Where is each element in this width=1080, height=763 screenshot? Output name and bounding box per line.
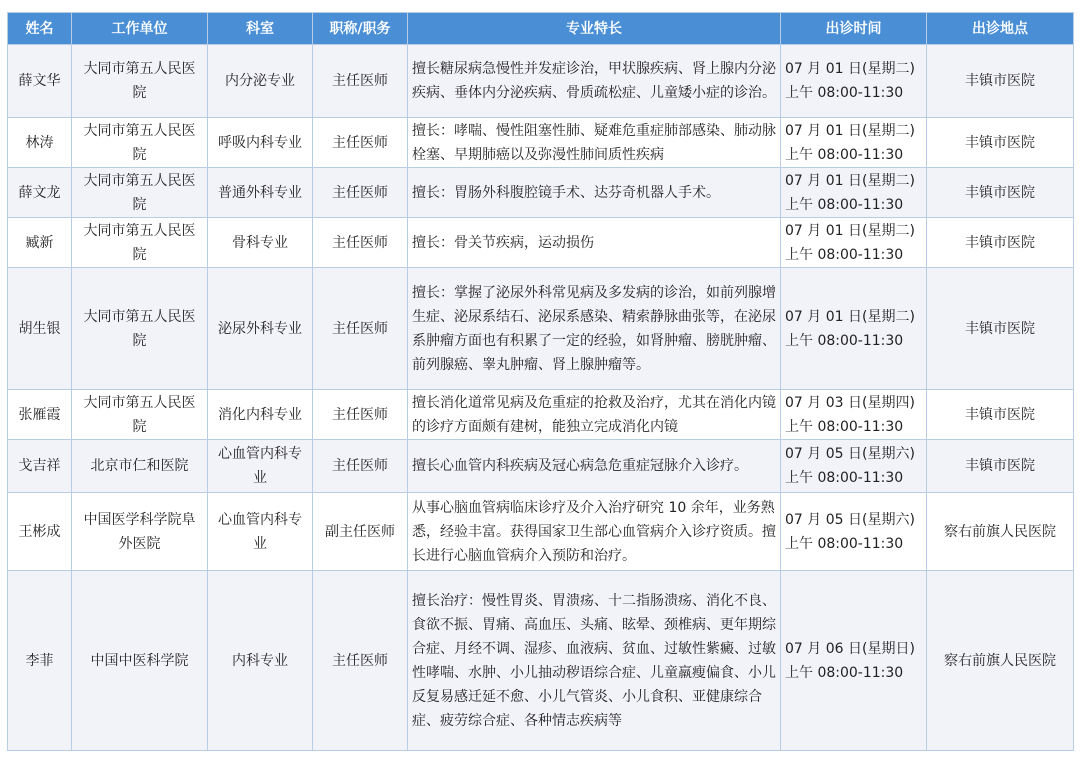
visit-hours: 上午 08:00-11:30 <box>785 146 904 163</box>
cell-title: 主任医师 <box>313 118 408 168</box>
cell-spec: 擅长消化道常见病及危重症的抢救及治疗，尤其在消化内镜的诊疗方面颇有建树，能独立完成消化内镜 <box>408 390 781 440</box>
cell-place: 丰镇市医院 <box>927 118 1074 168</box>
table-row <box>8 390 1074 440</box>
cell-dept: 消化内科专业 <box>208 390 313 440</box>
cell-unit: 大同市第五人民医院 <box>72 168 208 218</box>
cell-name: 王彬成 <box>8 493 72 571</box>
cell-name: 林涛 <box>8 118 72 168</box>
cell-time <box>781 45 927 118</box>
header-time: 出诊时间 <box>781 13 927 45</box>
visit-hours: 上午 08:00-11:30 <box>785 664 904 681</box>
visit-date: 07 月 03 日(星期四) <box>785 394 915 411</box>
visit-hours: 上午 08:00-11:30 <box>785 332 904 349</box>
cell-time <box>781 390 927 440</box>
header-spec: 专业特长 <box>408 13 781 45</box>
visit-hours: 上午 08:00-11:30 <box>785 246 904 263</box>
cell-spec: 从事心脑血管病临床诊疗及介入治疗研究 10 余年，业务熟悉，经验丰富。获得国家卫生部心血管病介入诊疗资质。擅长进行心脑血管病介入预防和治疗。 <box>408 493 781 571</box>
cell-time <box>781 268 927 390</box>
cell-name: 胡生银 <box>8 268 72 390</box>
header-name: 姓名 <box>8 13 72 45</box>
cell-time <box>781 493 927 571</box>
cell-unit: 中国医学科学院阜外医院 <box>72 493 208 571</box>
cell-unit: 大同市第五人民医院 <box>72 118 208 168</box>
cell-time <box>781 118 927 168</box>
table-row <box>8 218 1074 268</box>
cell-dept: 呼吸内科专业 <box>208 118 313 168</box>
cell-unit: 大同市第五人民医院 <box>72 45 208 118</box>
doctor-schedule-table <box>7 12 1074 751</box>
cell-dept: 骨科专业 <box>208 218 313 268</box>
visit-date: 07 月 01 日(星期二) <box>785 222 915 239</box>
header-title: 职称/职务 <box>313 13 408 45</box>
cell-time <box>781 440 927 493</box>
header-place: 出诊地点 <box>927 13 1074 45</box>
cell-dept: 心血管内科专业 <box>208 440 313 493</box>
visit-hours: 上午 08:00-11:30 <box>785 85 904 101</box>
cell-time <box>781 168 927 218</box>
cell-place: 丰镇市医院 <box>927 218 1074 268</box>
cell-unit: 大同市第五人民医院 <box>72 390 208 440</box>
cell-place: 丰镇市医院 <box>927 45 1074 118</box>
visit-hours: 上午 08:00-11:30 <box>785 470 904 486</box>
cell-unit: 大同市第五人民医院 <box>72 218 208 268</box>
cell-spec: 擅长糖尿病急慢性并发症诊治，甲状腺疾病、肾上腺内分泌疾病、垂体内分泌疾病、骨质疏松症、儿童矮小症的诊治。 <box>408 45 781 118</box>
header-dept: 科室 <box>208 13 313 45</box>
cell-spec: 擅长：胃肠外科腹腔镜手术、达芬奇机器人手术。 <box>408 168 781 218</box>
table-row <box>8 440 1074 493</box>
table-header-row <box>8 13 1074 45</box>
visit-hours: 上午 08:00-11:30 <box>785 418 904 435</box>
cell-dept: 内科专业 <box>208 571 313 751</box>
cell-unit: 大同市第五人民医院 <box>72 268 208 390</box>
schedule-table-container <box>7 12 1074 751</box>
visit-date: 07 月 06 日(星期日) <box>785 640 915 657</box>
cell-dept: 心血管内科专业 <box>208 493 313 571</box>
visit-date: 07 月 01 日(星期二) <box>785 122 915 139</box>
cell-place: 察右前旗人民医院 <box>927 493 1074 571</box>
visit-hours: 上午 08:00-11:30 <box>785 535 904 552</box>
cell-time <box>781 571 927 751</box>
cell-title: 主任医师 <box>313 571 408 751</box>
cell-dept: 内分泌专业 <box>208 45 313 118</box>
cell-spec: 擅长：骨关节疾病，运动损伤 <box>408 218 781 268</box>
cell-name: 薛文华 <box>8 45 72 118</box>
cell-title: 主任医师 <box>313 268 408 390</box>
cell-title: 主任医师 <box>313 390 408 440</box>
table-row <box>8 268 1074 390</box>
cell-title: 主任医师 <box>313 440 408 493</box>
visit-date: 07 月 01 日(星期二) <box>785 308 915 325</box>
visit-date: 07 月 05 日(星期六) <box>785 446 915 462</box>
cell-title: 主任医师 <box>313 45 408 118</box>
cell-unit: 北京市仁和医院 <box>72 440 208 493</box>
cell-name: 臧新 <box>8 218 72 268</box>
cell-title: 主任医师 <box>313 168 408 218</box>
cell-place: 丰镇市医院 <box>927 440 1074 493</box>
cell-place: 丰镇市医院 <box>927 268 1074 390</box>
table-row <box>8 493 1074 571</box>
table-row <box>8 45 1074 118</box>
cell-name: 薛文龙 <box>8 168 72 218</box>
visit-hours: 上午 08:00-11:30 <box>785 196 904 213</box>
cell-unit: 中国中医科学院 <box>72 571 208 751</box>
visit-date: 07 月 01 日(星期二) <box>785 61 915 77</box>
cell-spec: 擅长治疗：慢性胃炎、胃溃疡、十二指肠溃疡、消化不良、食欲不振、胃痛、高血压、头痛、眩晕、颈椎病、更年期综合症、月经不调、湿疹、血液病、贫血、过敏性紫癜、过敏性哮喘、水肿、小儿抽动秽语综合症、儿童羸瘦偏食、小儿反复易感迁延不愈、小儿气管炎、小儿食积、亚健康综合症、疲劳综合症、各种情志疾病等 <box>408 571 781 751</box>
cell-name: 李菲 <box>8 571 72 751</box>
visit-date: 07 月 05 日(星期六) <box>785 511 915 528</box>
cell-place: 丰镇市医院 <box>927 390 1074 440</box>
table-row <box>8 118 1074 168</box>
cell-time <box>781 218 927 268</box>
cell-name: 张雁霞 <box>8 390 72 440</box>
cell-dept: 普通外科专业 <box>208 168 313 218</box>
cell-place: 丰镇市医院 <box>927 168 1074 218</box>
cell-place: 察右前旗人民医院 <box>927 571 1074 751</box>
table-row <box>8 571 1074 751</box>
cell-title: 副主任医师 <box>313 493 408 571</box>
table-row <box>8 168 1074 218</box>
cell-spec: 擅长心血管内科疾病及冠心病急危重症冠脉介入诊疗。 <box>408 440 781 493</box>
cell-dept: 泌尿外科专业 <box>208 268 313 390</box>
cell-spec: 擅长：掌握了泌尿外科常见病及多发病的诊治，如前列腺增生症、泌尿系结石、泌尿系感染、精索静脉曲张等，在泌尿系肿瘤方面也有积累了一定的经验，如肾肿瘤、膀胱肿瘤、前列腺癌、睾丸肿瘤、肾上腺肿瘤等。 <box>408 268 781 390</box>
header-unit: 工作单位 <box>72 13 208 45</box>
cell-name: 戈吉祥 <box>8 440 72 493</box>
visit-date: 07 月 01 日(星期二) <box>785 172 915 189</box>
cell-title: 主任医师 <box>313 218 408 268</box>
cell-spec: 擅长：哮喘、慢性阻塞性肺、疑难危重症肺部感染、肺动脉栓塞、早期肺癌以及弥漫性肺间质性疾病 <box>408 118 781 168</box>
